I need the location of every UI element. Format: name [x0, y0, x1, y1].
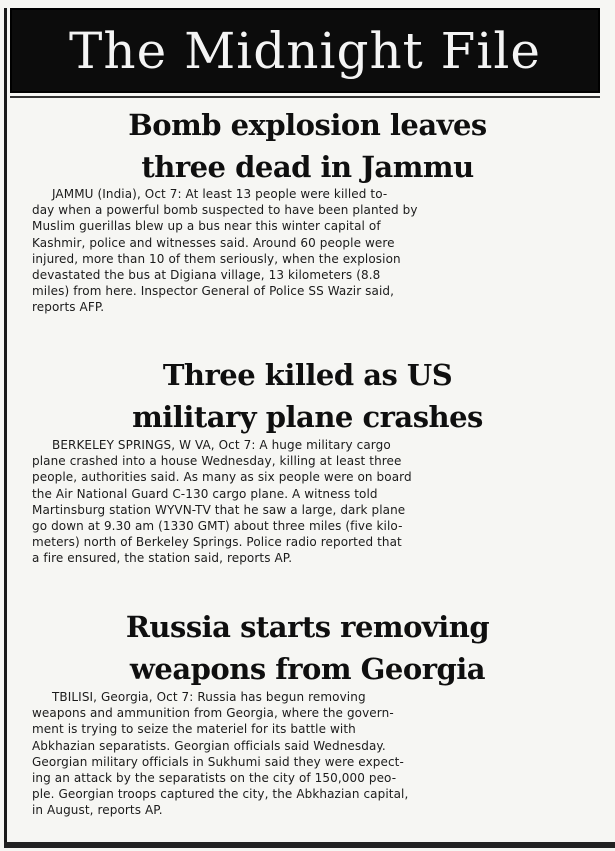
- article-body: [32, 437, 592, 567]
- headline-line: Bomb explosion leaves: [128, 108, 487, 142]
- body-line: day when a powerful bomb suspected to have been planted by: [32, 203, 418, 218]
- body-line: reports AFP.: [32, 300, 105, 315]
- body-line: weapons and ammunition from Georgia, where the govern-: [32, 706, 394, 721]
- body-line: ing an attack by the separatists on the city of 150,000 peo-: [32, 771, 397, 786]
- body-line: ment is trying to seize the materiel for its battle with: [32, 722, 356, 737]
- body-line: Kashmir, police and witnesses said. Around 60 people were: [32, 235, 395, 250]
- body-line: TBILISI, Georgia, Oct 7: Russia has begun removing: [52, 690, 366, 704]
- masthead-title: The Midnight File: [69, 21, 541, 80]
- body-line: BERKELEY SPRINGS, W VA, Oct 7: A huge military cargo: [52, 438, 391, 452]
- headline-line: Russia starts removing: [125, 610, 490, 644]
- body-line: a fire ensured, the station said, reports AP.: [32, 551, 293, 566]
- body-line: meters) north of Berkeley Springs. Police radio reported that: [32, 535, 402, 550]
- article-body: [32, 186, 592, 316]
- headline-line: weapons from Georgia: [129, 652, 486, 686]
- body-line: injured, more than 10 of them seriously, when the explosion: [32, 251, 401, 266]
- body-line: miles) from here. Inspector General of Police SS Wazir said,: [32, 284, 395, 299]
- body-line: Martinsburg station WYVN-TV that he saw a large, dark plane: [32, 502, 406, 517]
- headline-line: Three killed as US: [162, 358, 453, 392]
- article-headline: [20, 104, 595, 188]
- body-line: Georgian military officials in Sukhumi said they were expect-: [32, 754, 404, 769]
- body-line: ple. Georgian troops captured the city, the Abkhazian capital,: [32, 787, 409, 802]
- body-line: go down at 9.30 am (1330 GMT) about three miles (five kilo-: [32, 519, 403, 534]
- page-frame-bottom: [4, 842, 615, 848]
- body-line: in August, reports AP.: [32, 803, 163, 818]
- body-line: the Air National Guard C-130 cargo plane. A witness told: [32, 486, 378, 501]
- article-headline: [20, 354, 595, 438]
- body-line: plane crashed into a house Wednesday, killing at least three: [32, 454, 402, 469]
- masthead-rule: [10, 96, 600, 98]
- body-line: Muslim guerillas blew up a bus near this winter capital of: [32, 219, 381, 234]
- article-headline: [20, 606, 595, 690]
- body-line: people, authorities said. As many as six people were on board: [32, 470, 412, 485]
- headline-line: three dead in Jammu: [141, 150, 474, 184]
- body-line: JAMMU (India), Oct 7: At least 13 people were killed to-: [52, 187, 388, 201]
- body-line: devastated the bus at Digiana village, 13 kilometers (8.8: [32, 268, 381, 283]
- masthead-banner: [10, 8, 600, 93]
- article-body: [32, 689, 592, 819]
- headline-line: military plane crashes: [132, 400, 483, 434]
- body-line: Abkhazian separatists. Georgian officials said Wednesday.: [32, 738, 386, 753]
- page-frame-left: [4, 8, 7, 843]
